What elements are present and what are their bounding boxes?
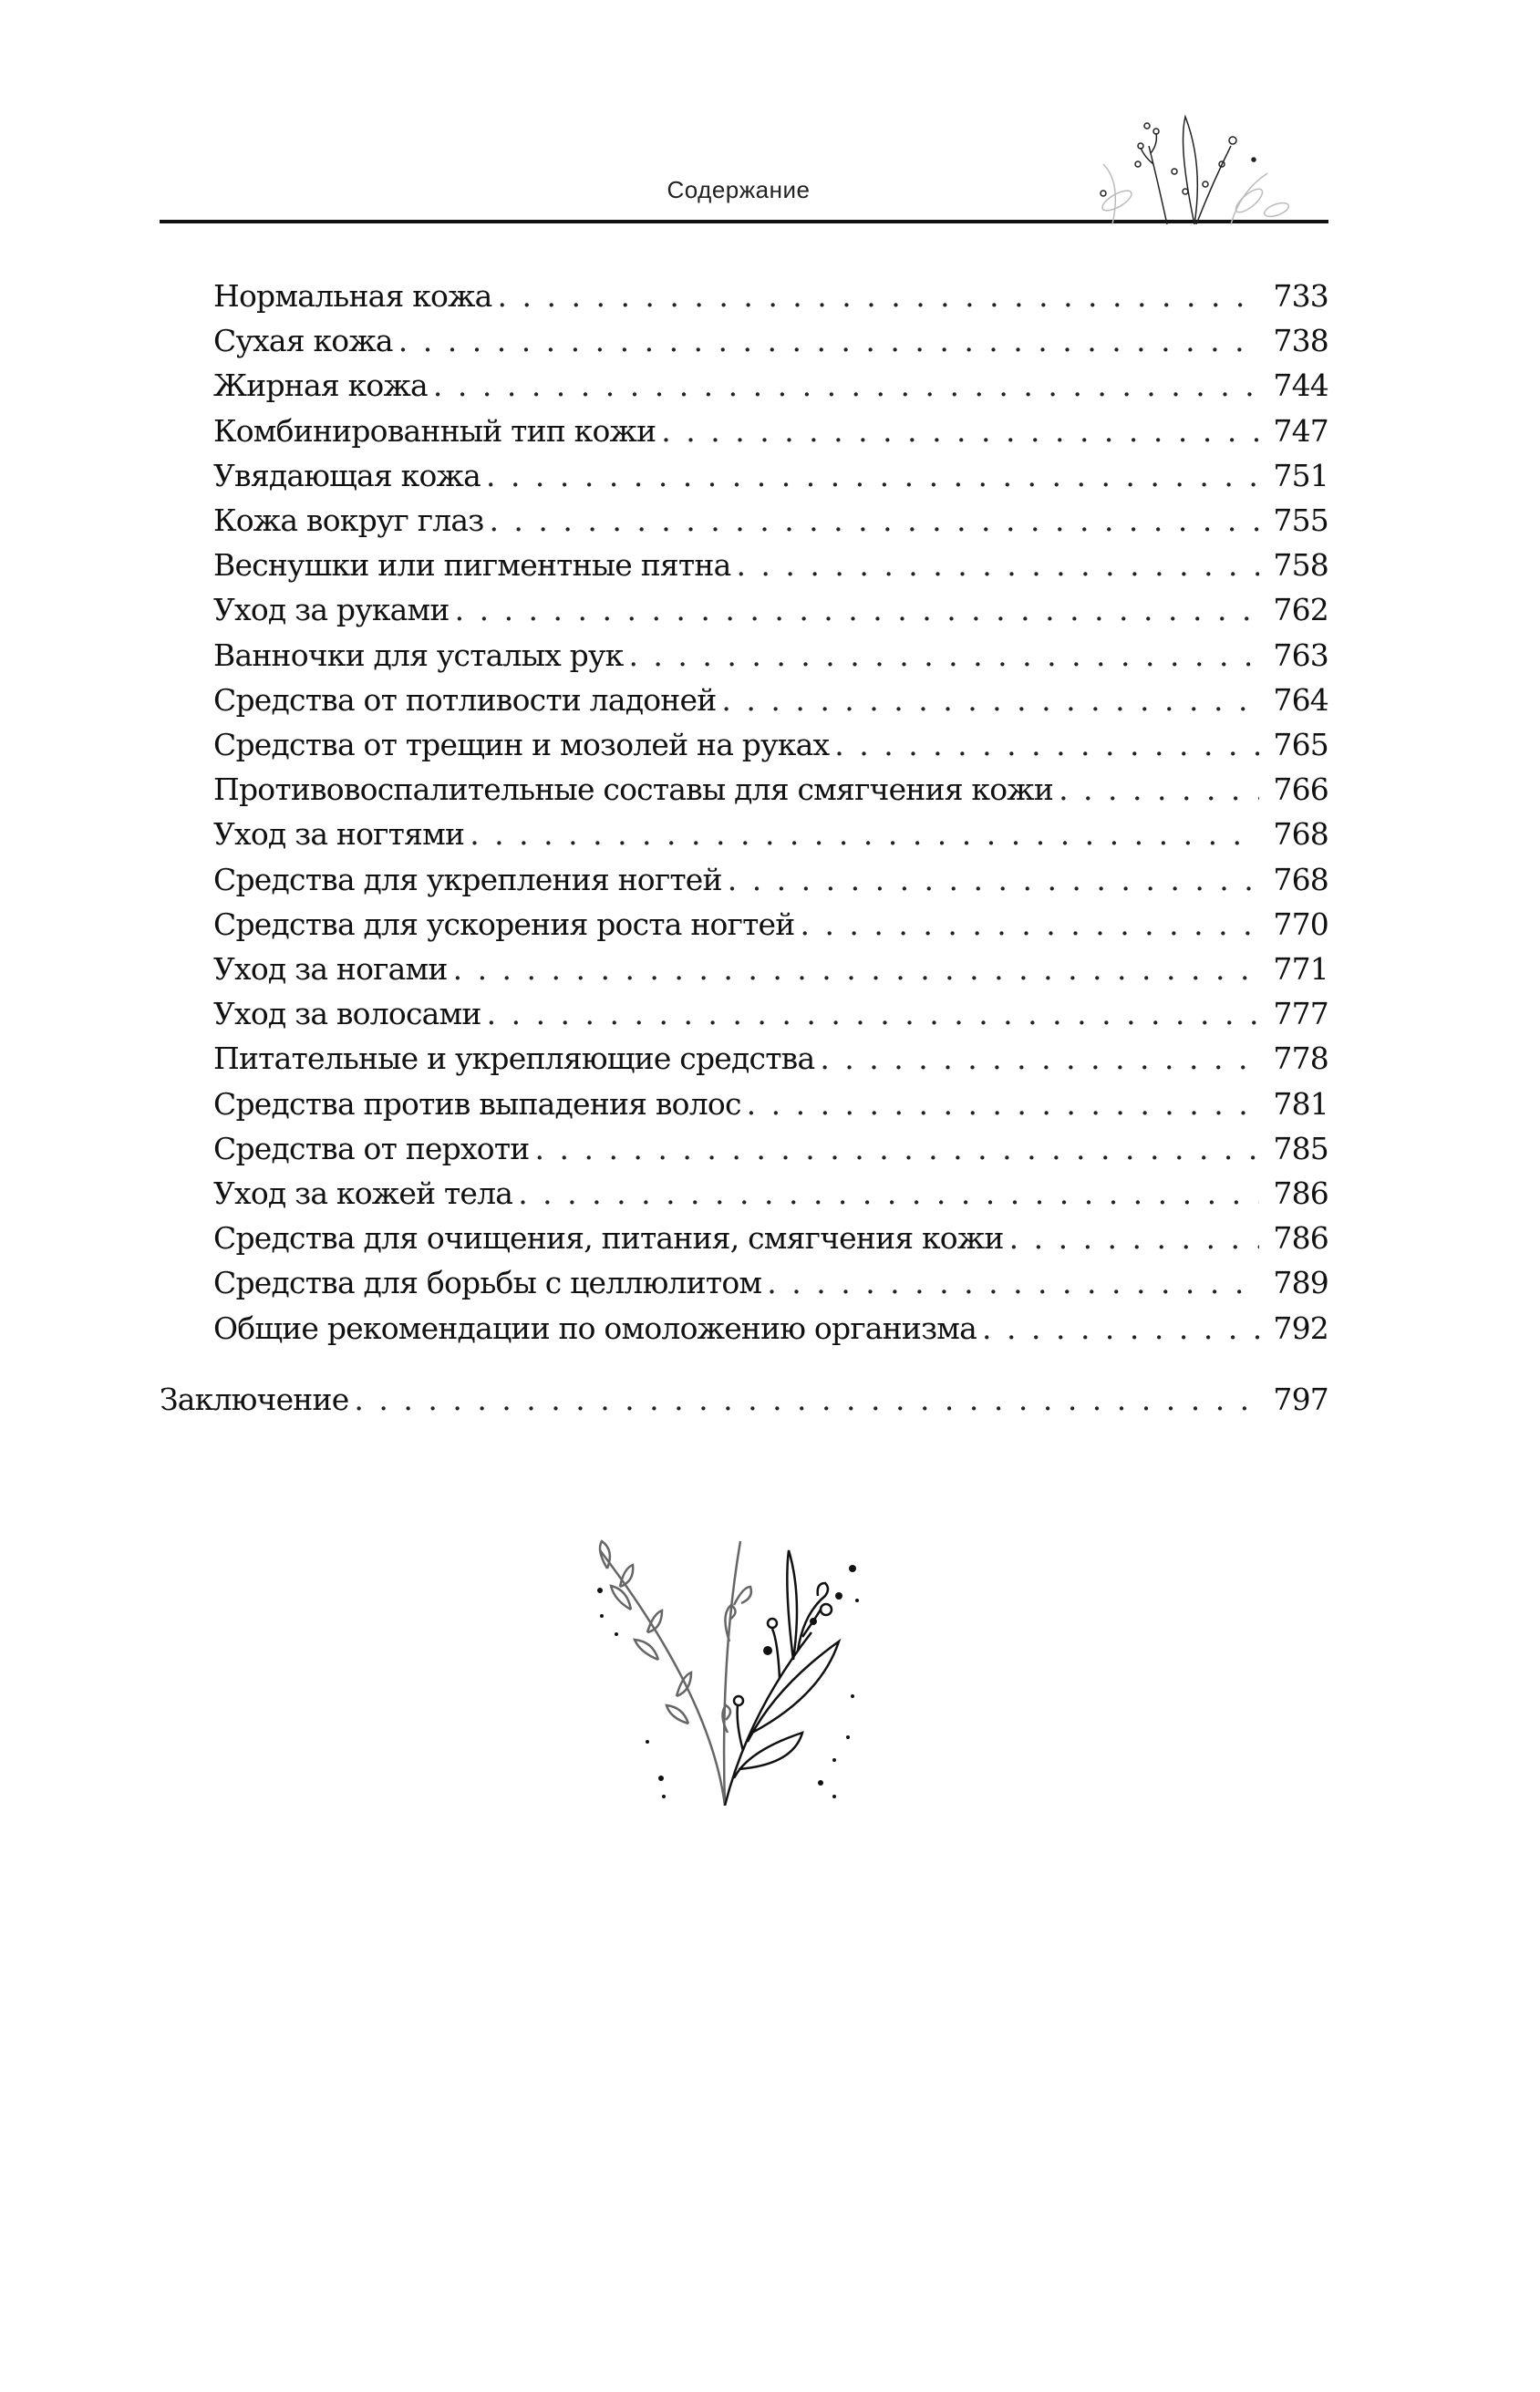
- dot-leader: [982, 1310, 1259, 1347]
- dot-leader: [518, 1175, 1259, 1212]
- toc-entry-conclusion[interactable]: Заключение . . . 797: [160, 1382, 1328, 1418]
- page-number: 755: [1273, 502, 1328, 538]
- page-number: 763: [1273, 637, 1328, 673]
- running-header: Содержание: [667, 176, 811, 203]
- floral-ornament-icon: [574, 1532, 894, 1806]
- toc-entry[interactable]: Кожа вокруг глаз . . . 755: [213, 502, 1328, 539]
- toc-entry[interactable]: Увядающая кожа . . . 751: [213, 458, 1328, 494]
- page-number: 744: [1273, 368, 1328, 404]
- toc-entry[interactable]: Средства от потливости ладоней . . . 764: [213, 682, 1328, 719]
- toc-entry[interactable]: Общие рекомендации по омоложению организма . . . 792: [213, 1310, 1328, 1347]
- toc-entry[interactable]: Средства для ускорения роста ногтей . . . 770: [213, 906, 1328, 943]
- page-number: 733: [1273, 278, 1328, 314]
- toc-entry[interactable]: Уход за ногами . . . 771: [213, 951, 1328, 988]
- page-number: 768: [1273, 816, 1328, 853]
- toc-entry[interactable]: Комбинированный тип кожи . . . 747: [213, 413, 1328, 450]
- dot-leader: [1059, 771, 1259, 808]
- toc-entry[interactable]: Веснушки или пигментные пятна . . . 758: [213, 547, 1328, 584]
- floral-ornament-icon: [1094, 109, 1295, 224]
- page-number: 777: [1273, 996, 1328, 1032]
- page-number: 738: [1273, 323, 1328, 359]
- toc-entry[interactable]: Жирная кожа . . . 744: [213, 368, 1328, 404]
- dot-leader: [800, 906, 1259, 943]
- dot-leader: [736, 547, 1259, 584]
- page-number: 766: [1273, 771, 1328, 808]
- dot-leader: [721, 682, 1259, 719]
- dot-leader: [489, 502, 1259, 539]
- page-number: 786: [1273, 1175, 1328, 1211]
- toc-entry[interactable]: Средства против выпадения волос . . . 781: [213, 1086, 1328, 1123]
- dot-leader: [535, 1131, 1260, 1167]
- page-number: 765: [1273, 727, 1328, 762]
- dot-leader: [767, 1265, 1259, 1301]
- page-number: 785: [1273, 1130, 1328, 1166]
- toc-entry[interactable]: Средства от перхоти . . . 785: [213, 1131, 1328, 1167]
- toc-entry[interactable]: Нормальная кожа . . . 733: [213, 278, 1328, 315]
- page-number: 762: [1273, 592, 1328, 628]
- dot-leader: [455, 592, 1259, 628]
- page-number: 764: [1273, 681, 1328, 718]
- toc-entry[interactable]: Уход за руками . . . 762: [213, 592, 1328, 628]
- toc-entry[interactable]: Питательные и укрепляющие средства . . . 778: [213, 1041, 1328, 1077]
- toc-entry[interactable]: Уход за волосами . . . 777: [213, 996, 1328, 1032]
- dot-leader: [470, 816, 1259, 853]
- page-number: 747: [1273, 412, 1328, 449]
- page-number: 797: [1273, 1382, 1328, 1417]
- toc-entry[interactable]: Ванночки для усталых рук . . . 763: [213, 637, 1328, 674]
- page-number: 771: [1273, 951, 1328, 987]
- dot-leader: [834, 727, 1259, 763]
- dot-leader: [486, 458, 1259, 494]
- page-number: 781: [1273, 1085, 1328, 1122]
- page-number: 778: [1273, 1041, 1328, 1077]
- dot-leader: [487, 996, 1259, 1032]
- page-number: 751: [1273, 457, 1328, 493]
- toc-entry[interactable]: Средства от трещин и мозолей на руках . . . 765: [213, 727, 1328, 763]
- toc-entry[interactable]: Уход за ногтями . . . 768: [213, 816, 1328, 853]
- page-number: 770: [1273, 906, 1328, 942]
- dot-leader: [628, 637, 1259, 674]
- page-number: 792: [1273, 1310, 1328, 1346]
- dot-leader: [398, 323, 1259, 359]
- toc-entry[interactable]: Уход за кожей тела . . . 786: [213, 1175, 1328, 1212]
- page-number: 786: [1273, 1220, 1328, 1257]
- dot-leader: [498, 278, 1259, 315]
- dot-leader: [728, 862, 1259, 898]
- dot-leader: [453, 951, 1259, 988]
- dot-leader: [820, 1041, 1259, 1077]
- dot-leader: [1009, 1220, 1259, 1257]
- page-number: 758: [1273, 547, 1328, 584]
- dot-leader: [747, 1086, 1259, 1123]
- dot-leader: [661, 413, 1259, 450]
- toc-entry[interactable]: Средства для укрепления ногтей . . . 768: [213, 862, 1328, 898]
- toc-entry[interactable]: Сухая кожа . . . 738: [213, 323, 1328, 359]
- toc-entry[interactable]: Средства для очищения, питания, смягчения кожи . . . 786: [213, 1220, 1328, 1257]
- page-number: 789: [1273, 1265, 1328, 1301]
- dot-leader: [433, 368, 1259, 404]
- page-number: 768: [1273, 861, 1328, 897]
- toc-entry[interactable]: Средства для борьбы с целлюлитом . . . 789: [213, 1265, 1328, 1301]
- dot-leader: [354, 1382, 1259, 1418]
- toc-entry[interactable]: Противовоспалительные составы для смягчения кожи . . . 766: [213, 771, 1328, 808]
